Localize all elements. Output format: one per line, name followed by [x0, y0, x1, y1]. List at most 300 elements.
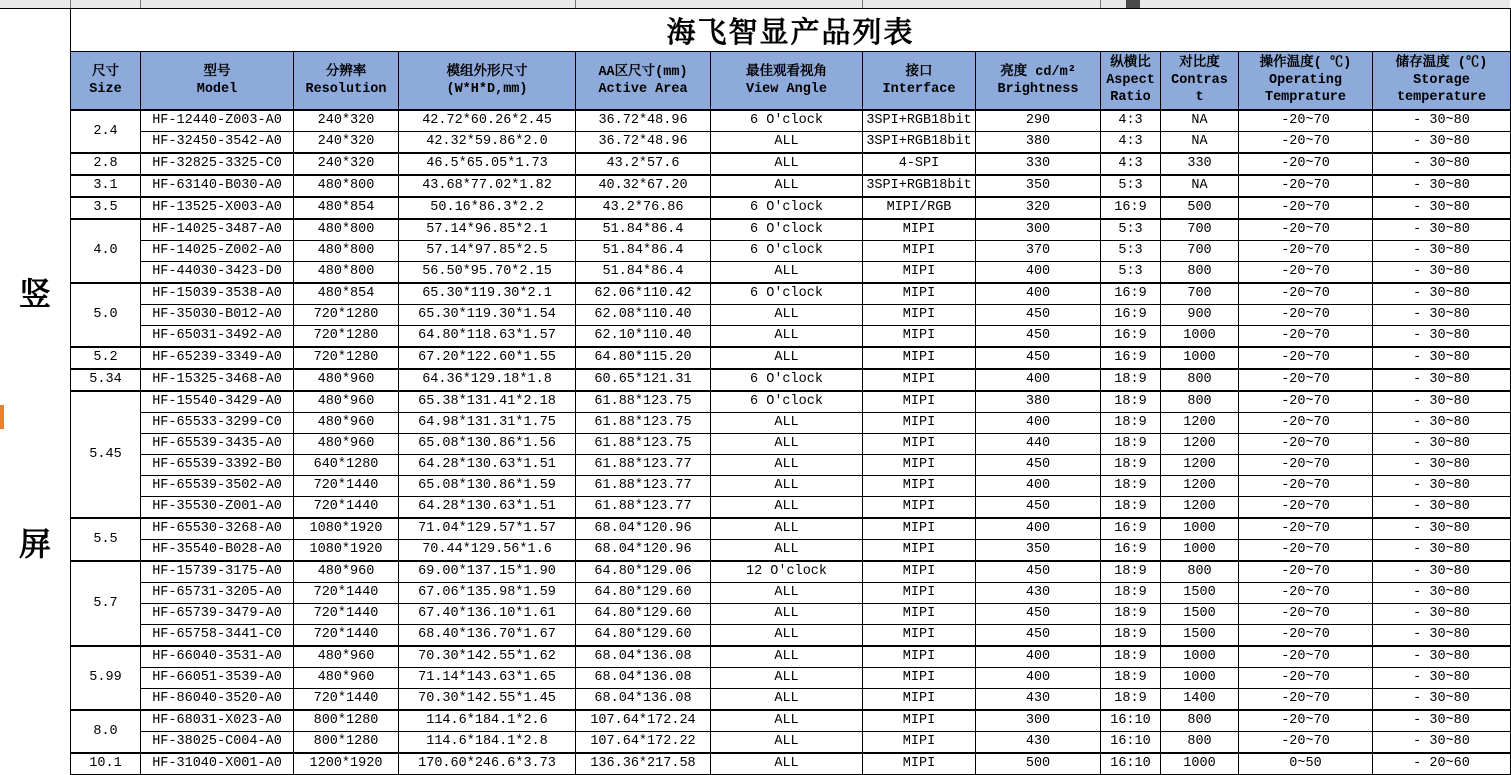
size-cell[interactable]: 5.5	[71, 518, 141, 561]
storage-cell[interactable]: - 30~80	[1373, 132, 1511, 154]
module-cell[interactable]: 65.30*119.30*1.54	[399, 305, 576, 326]
resolution-cell[interactable]: 480*800	[294, 262, 399, 284]
aa-cell[interactable]: 61.88*123.77	[576, 476, 711, 497]
resolution-cell[interactable]: 480*854	[294, 197, 399, 219]
resolution-cell[interactable]: 480*960	[294, 434, 399, 455]
resolution-cell[interactable]: 480*800	[294, 241, 399, 262]
storage-cell[interactable]: - 30~80	[1373, 347, 1511, 369]
op_temp-cell[interactable]: -20~70	[1239, 197, 1373, 219]
resolution-cell[interactable]: 480*960	[294, 646, 399, 668]
op_temp-cell[interactable]: -20~70	[1239, 604, 1373, 625]
brightness-cell[interactable]: 450	[976, 347, 1101, 369]
aa-cell[interactable]: 61.88*123.75	[576, 434, 711, 455]
module-cell[interactable]: 67.40*136.10*1.61	[399, 604, 576, 625]
interface-cell[interactable]: 3SPI+RGB18bit	[863, 132, 976, 154]
aa-cell[interactable]: 68.04*136.08	[576, 646, 711, 668]
resolution-cell[interactable]: 1080*1920	[294, 540, 399, 562]
aspect-cell[interactable]: 16:10	[1101, 710, 1161, 732]
storage-cell[interactable]: - 30~80	[1373, 625, 1511, 647]
storage-cell[interactable]: - 30~80	[1373, 476, 1511, 497]
op_temp-cell[interactable]: -20~70	[1239, 518, 1373, 540]
size-cell[interactable]: 3.1	[71, 175, 141, 197]
storage-cell[interactable]: - 30~80	[1373, 283, 1511, 305]
aa-cell[interactable]: 62.06*110.42	[576, 283, 711, 305]
size-cell[interactable]: 2.8	[71, 153, 141, 175]
storage-cell[interactable]: - 30~80	[1373, 241, 1511, 262]
contrast-cell[interactable]: 1000	[1161, 347, 1239, 369]
storage-cell[interactable]: - 30~80	[1373, 262, 1511, 284]
aspect-cell[interactable]: 5:3	[1101, 175, 1161, 197]
interface-cell[interactable]: MIPI	[863, 326, 976, 348]
interface-cell[interactable]: 4-SPI	[863, 153, 976, 175]
aspect-cell[interactable]: 18:9	[1101, 646, 1161, 668]
brightness-cell[interactable]: 430	[976, 732, 1101, 754]
size-cell[interactable]: 5.34	[71, 369, 141, 391]
aa-cell[interactable]: 107.64*172.24	[576, 710, 711, 732]
brightness-cell[interactable]: 350	[976, 540, 1101, 562]
module-cell[interactable]: 69.00*137.15*1.90	[399, 561, 576, 583]
model-cell[interactable]: HF-44030-3423-D0	[141, 262, 294, 284]
view-cell[interactable]: ALL	[711, 455, 863, 476]
model-cell[interactable]: HF-65239-3349-A0	[141, 347, 294, 369]
aspect-cell[interactable]: 16:9	[1101, 283, 1161, 305]
resolution-cell[interactable]: 720*1280	[294, 305, 399, 326]
interface-cell[interactable]: MIPI	[863, 241, 976, 262]
column-header-size[interactable]	[71, 52, 141, 111]
op_temp-cell[interactable]: -20~70	[1239, 219, 1373, 241]
model-cell[interactable]: HF-86040-3520-A0	[141, 689, 294, 711]
contrast-cell[interactable]: 700	[1161, 283, 1239, 305]
size-cell[interactable]: 8.0	[71, 710, 141, 753]
brightness-cell[interactable]: 400	[976, 283, 1101, 305]
resolution-cell[interactable]: 720*1440	[294, 583, 399, 604]
module-cell[interactable]: 70.30*142.55*1.62	[399, 646, 576, 668]
aspect-cell[interactable]: 18:9	[1101, 604, 1161, 625]
op_temp-cell[interactable]: -20~70	[1239, 305, 1373, 326]
interface-cell[interactable]: MIPI	[863, 434, 976, 455]
module-cell[interactable]: 57.14*96.85*2.1	[399, 219, 576, 241]
column-header-resolution[interactable]	[294, 52, 399, 111]
op_temp-cell[interactable]: -20~70	[1239, 434, 1373, 455]
brightness-cell[interactable]: 430	[976, 689, 1101, 711]
contrast-cell[interactable]: 1000	[1161, 326, 1239, 348]
resolution-cell[interactable]: 480*800	[294, 175, 399, 197]
storage-cell[interactable]: - 30~80	[1373, 732, 1511, 754]
aspect-cell[interactable]: 18:9	[1101, 583, 1161, 604]
storage-cell[interactable]: - 30~80	[1373, 646, 1511, 668]
aspect-cell[interactable]: 18:9	[1101, 625, 1161, 647]
storage-cell[interactable]: - 30~80	[1373, 689, 1511, 711]
size-cell[interactable]: 5.45	[71, 391, 141, 518]
aspect-cell[interactable]: 4:3	[1101, 132, 1161, 154]
resolution-cell[interactable]: 240*320	[294, 110, 399, 132]
op_temp-cell[interactable]: -20~70	[1239, 175, 1373, 197]
aa-cell[interactable]: 36.72*48.96	[576, 110, 711, 132]
column-header-view[interactable]	[711, 52, 863, 111]
view-cell[interactable]: ALL	[711, 604, 863, 625]
op_temp-cell[interactable]: -20~70	[1239, 347, 1373, 369]
model-cell[interactable]: HF-65031-3492-A0	[141, 326, 294, 348]
contrast-cell[interactable]: 1400	[1161, 689, 1239, 711]
module-cell[interactable]: 65.30*119.30*2.1	[399, 283, 576, 305]
view-cell[interactable]: ALL	[711, 583, 863, 604]
op_temp-cell[interactable]: -20~70	[1239, 540, 1373, 562]
op_temp-cell[interactable]: -20~70	[1239, 689, 1373, 711]
op_temp-cell[interactable]: -20~70	[1239, 732, 1373, 754]
brightness-cell[interactable]: 430	[976, 583, 1101, 604]
brightness-cell[interactable]: 400	[976, 476, 1101, 497]
model-cell[interactable]: HF-35540-B028-A0	[141, 540, 294, 562]
view-cell[interactable]: 6 O'clock	[711, 369, 863, 391]
resolution-cell[interactable]: 640*1280	[294, 455, 399, 476]
brightness-cell[interactable]: 400	[976, 668, 1101, 689]
contrast-cell[interactable]: 700	[1161, 219, 1239, 241]
storage-cell[interactable]: - 30~80	[1373, 561, 1511, 583]
module-cell[interactable]: 64.36*129.18*1.8	[399, 369, 576, 391]
module-cell[interactable]: 67.20*122.60*1.55	[399, 347, 576, 369]
module-cell[interactable]: 57.14*97.85*2.5	[399, 241, 576, 262]
storage-cell[interactable]: - 30~80	[1373, 413, 1511, 434]
aa-cell[interactable]: 51.84*86.4	[576, 241, 711, 262]
contrast-cell[interactable]: 1500	[1161, 625, 1239, 647]
op_temp-cell[interactable]: -20~70	[1239, 413, 1373, 434]
contrast-cell[interactable]: 1200	[1161, 476, 1239, 497]
aa-cell[interactable]: 43.2*76.86	[576, 197, 711, 219]
resolution-cell[interactable]: 720*1440	[294, 689, 399, 711]
interface-cell[interactable]: MIPI	[863, 497, 976, 519]
model-cell[interactable]: HF-32450-3542-A0	[141, 132, 294, 154]
page-title[interactable]: 海飞智显产品列表	[666, 17, 915, 49]
brightness-cell[interactable]: 450	[976, 455, 1101, 476]
aa-cell[interactable]: 136.36*217.58	[576, 753, 711, 775]
view-cell[interactable]: 6 O'clock	[711, 241, 863, 262]
view-cell[interactable]: ALL	[711, 646, 863, 668]
module-cell[interactable]: 70.44*129.56*1.6	[399, 540, 576, 562]
interface-cell[interactable]: MIPI	[863, 283, 976, 305]
aa-cell[interactable]: 107.64*172.22	[576, 732, 711, 754]
view-cell[interactable]: ALL	[711, 262, 863, 284]
model-cell[interactable]: HF-65739-3479-A0	[141, 604, 294, 625]
op_temp-cell[interactable]: -20~70	[1239, 710, 1373, 732]
module-cell[interactable]: 64.98*131.31*1.75	[399, 413, 576, 434]
contrast-cell[interactable]: 1000	[1161, 540, 1239, 562]
brightness-cell[interactable]: 300	[976, 219, 1101, 241]
model-cell[interactable]: HF-65533-3299-C0	[141, 413, 294, 434]
storage-cell[interactable]: - 30~80	[1373, 391, 1511, 413]
contrast-cell[interactable]: 1500	[1161, 583, 1239, 604]
view-cell[interactable]: ALL	[711, 175, 863, 197]
resolution-cell[interactable]: 800*1280	[294, 710, 399, 732]
op_temp-cell[interactable]: -20~70	[1239, 132, 1373, 154]
resolution-cell[interactable]: 480*960	[294, 668, 399, 689]
brightness-cell[interactable]: 370	[976, 241, 1101, 262]
interface-cell[interactable]: MIPI/RGB	[863, 197, 976, 219]
module-cell[interactable]: 114.6*184.1*2.6	[399, 710, 576, 732]
model-cell[interactable]: HF-13525-X003-A0	[141, 197, 294, 219]
interface-cell[interactable]: MIPI	[863, 347, 976, 369]
model-cell[interactable]: HF-15039-3538-A0	[141, 283, 294, 305]
aa-cell[interactable]: 64.80*115.20	[576, 347, 711, 369]
storage-cell[interactable]: - 20~60	[1373, 753, 1511, 775]
module-cell[interactable]: 43.68*77.02*1.82	[399, 175, 576, 197]
module-cell[interactable]: 68.40*136.70*1.67	[399, 625, 576, 647]
module-cell[interactable]: 64.80*118.63*1.57	[399, 326, 576, 348]
op_temp-cell[interactable]: -20~70	[1239, 369, 1373, 391]
contrast-cell[interactable]: 800	[1161, 561, 1239, 583]
storage-cell[interactable]: - 30~80	[1373, 153, 1511, 175]
brightness-cell[interactable]: 300	[976, 710, 1101, 732]
aa-cell[interactable]: 68.04*120.96	[576, 540, 711, 562]
brightness-cell[interactable]: 400	[976, 518, 1101, 540]
brightness-cell[interactable]: 450	[976, 561, 1101, 583]
model-cell[interactable]: HF-66040-3531-A0	[141, 646, 294, 668]
contrast-cell[interactable]: 800	[1161, 732, 1239, 754]
view-cell[interactable]: ALL	[711, 497, 863, 519]
aspect-cell[interactable]: 16:9	[1101, 518, 1161, 540]
view-cell[interactable]: ALL	[711, 132, 863, 154]
contrast-cell[interactable]: NA	[1161, 110, 1239, 132]
view-cell[interactable]: 6 O'clock	[711, 283, 863, 305]
model-cell[interactable]: HF-65758-3441-C0	[141, 625, 294, 647]
aspect-cell[interactable]: 16:9	[1101, 540, 1161, 562]
contrast-cell[interactable]: 1000	[1161, 753, 1239, 775]
model-cell[interactable]: HF-32825-3325-C0	[141, 153, 294, 175]
aa-cell[interactable]: 40.32*67.20	[576, 175, 711, 197]
aspect-cell[interactable]: 16:9	[1101, 197, 1161, 219]
brightness-cell[interactable]: 400	[976, 262, 1101, 284]
view-cell[interactable]: ALL	[711, 434, 863, 455]
op_temp-cell[interactable]: 0~50	[1239, 753, 1373, 775]
contrast-cell[interactable]: 800	[1161, 710, 1239, 732]
module-cell[interactable]: 64.28*130.63*1.51	[399, 497, 576, 519]
aspect-cell[interactable]: 18:9	[1101, 668, 1161, 689]
aspect-cell[interactable]: 18:9	[1101, 561, 1161, 583]
aspect-cell[interactable]: 16:10	[1101, 753, 1161, 775]
aspect-cell[interactable]: 18:9	[1101, 369, 1161, 391]
op_temp-cell[interactable]: -20~70	[1239, 497, 1373, 519]
module-cell[interactable]: 64.28*130.63*1.51	[399, 455, 576, 476]
module-cell[interactable]: 42.32*59.86*2.0	[399, 132, 576, 154]
brightness-cell[interactable]: 400	[976, 413, 1101, 434]
resolution-cell[interactable]: 800*1280	[294, 732, 399, 754]
aspect-cell[interactable]: 18:9	[1101, 434, 1161, 455]
interface-cell[interactable]: MIPI	[863, 540, 976, 562]
size-cell[interactable]: 3.5	[71, 197, 141, 219]
view-cell[interactable]: ALL	[711, 540, 863, 562]
interface-cell[interactable]: MIPI	[863, 710, 976, 732]
size-cell[interactable]: 5.7	[71, 561, 141, 646]
aa-cell[interactable]: 64.80*129.60	[576, 604, 711, 625]
aspect-cell[interactable]: 16:9	[1101, 305, 1161, 326]
view-cell[interactable]: 6 O'clock	[711, 391, 863, 413]
storage-cell[interactable]: - 30~80	[1373, 434, 1511, 455]
contrast-cell[interactable]: 800	[1161, 391, 1239, 413]
storage-cell[interactable]: - 30~80	[1373, 604, 1511, 625]
column-header-aspect[interactable]	[1101, 52, 1161, 111]
model-cell[interactable]: HF-15325-3468-A0	[141, 369, 294, 391]
aspect-cell[interactable]: 5:3	[1101, 219, 1161, 241]
view-cell[interactable]: ALL	[711, 326, 863, 348]
view-cell[interactable]: 12 O'clock	[711, 561, 863, 583]
op_temp-cell[interactable]: -20~70	[1239, 241, 1373, 262]
brightness-cell[interactable]: 380	[976, 391, 1101, 413]
model-cell[interactable]: HF-65539-3435-A0	[141, 434, 294, 455]
model-cell[interactable]: HF-65539-3502-A0	[141, 476, 294, 497]
resolution-cell[interactable]: 480*960	[294, 391, 399, 413]
view-cell[interactable]: ALL	[711, 625, 863, 647]
interface-cell[interactable]: MIPI	[863, 413, 976, 434]
interface-cell[interactable]: MIPI	[863, 391, 976, 413]
aspect-cell[interactable]: 18:9	[1101, 497, 1161, 519]
aa-cell[interactable]: 36.72*48.96	[576, 132, 711, 154]
contrast-cell[interactable]: 700	[1161, 241, 1239, 262]
aa-cell[interactable]: 51.84*86.4	[576, 262, 711, 284]
interface-cell[interactable]: MIPI	[863, 561, 976, 583]
aspect-cell[interactable]: 18:9	[1101, 689, 1161, 711]
interface-cell[interactable]: MIPI	[863, 455, 976, 476]
interface-cell[interactable]: 3SPI+RGB18bit	[863, 175, 976, 197]
module-cell[interactable]: 67.06*135.98*1.59	[399, 583, 576, 604]
aspect-cell[interactable]: 5:3	[1101, 241, 1161, 262]
model-cell[interactable]: HF-65731-3205-A0	[141, 583, 294, 604]
brightness-cell[interactable]: 500	[976, 753, 1101, 775]
size-cell[interactable]: 2.4	[71, 110, 141, 153]
contrast-cell[interactable]: 1200	[1161, 455, 1239, 476]
resolution-cell[interactable]: 240*320	[294, 132, 399, 154]
resolution-cell[interactable]: 240*320	[294, 153, 399, 175]
interface-cell[interactable]: MIPI	[863, 305, 976, 326]
aspect-cell[interactable]: 16:9	[1101, 347, 1161, 369]
size-cell[interactable]: 4.0	[71, 219, 141, 283]
storage-cell[interactable]: - 30~80	[1373, 497, 1511, 519]
aa-cell[interactable]: 64.80*129.06	[576, 561, 711, 583]
storage-cell[interactable]: - 30~80	[1373, 219, 1511, 241]
aspect-cell[interactable]: 5:3	[1101, 262, 1161, 284]
view-cell[interactable]: ALL	[711, 153, 863, 175]
contrast-cell[interactable]: 800	[1161, 369, 1239, 391]
storage-cell[interactable]: - 30~80	[1373, 369, 1511, 391]
aspect-cell[interactable]: 18:9	[1101, 455, 1161, 476]
contrast-cell[interactable]: 1500	[1161, 604, 1239, 625]
resolution-cell[interactable]: 720*1280	[294, 326, 399, 348]
resolution-cell[interactable]: 720*1440	[294, 625, 399, 647]
module-cell[interactable]: 170.60*246.6*3.73	[399, 753, 576, 775]
aspect-cell[interactable]: 16:9	[1101, 326, 1161, 348]
resolution-cell[interactable]: 720*1440	[294, 497, 399, 519]
interface-cell[interactable]: MIPI	[863, 604, 976, 625]
storage-cell[interactable]: - 30~80	[1373, 518, 1511, 540]
op_temp-cell[interactable]: -20~70	[1239, 646, 1373, 668]
brightness-cell[interactable]: 320	[976, 197, 1101, 219]
brightness-cell[interactable]: 450	[976, 604, 1101, 625]
aspect-cell[interactable]: 16:10	[1101, 732, 1161, 754]
size-cell[interactable]: 5.99	[71, 646, 141, 710]
aspect-cell[interactable]: 18:9	[1101, 476, 1161, 497]
interface-cell[interactable]: 3SPI+RGB18bit	[863, 110, 976, 132]
interface-cell[interactable]: MIPI	[863, 732, 976, 754]
resolution-cell[interactable]: 720*1440	[294, 604, 399, 625]
module-cell[interactable]: 56.50*95.70*2.15	[399, 262, 576, 284]
aa-cell[interactable]: 62.08*110.40	[576, 305, 711, 326]
interface-cell[interactable]: MIPI	[863, 583, 976, 604]
model-cell[interactable]: HF-38025-C004-A0	[141, 732, 294, 754]
aa-cell[interactable]: 61.88*123.77	[576, 455, 711, 476]
contrast-cell[interactable]: 1000	[1161, 646, 1239, 668]
module-cell[interactable]: 114.6*184.1*2.8	[399, 732, 576, 754]
aspect-cell[interactable]: 18:9	[1101, 413, 1161, 434]
column-header-op_temp[interactable]	[1239, 52, 1373, 111]
resolution-cell[interactable]: 480*800	[294, 219, 399, 241]
aspect-cell[interactable]: 18:9	[1101, 391, 1161, 413]
aa-cell[interactable]: 68.04*136.08	[576, 689, 711, 711]
column-header-interface[interactable]	[863, 52, 976, 111]
contrast-cell[interactable]: NA	[1161, 175, 1239, 197]
model-cell[interactable]: HF-14025-Z002-A0	[141, 241, 294, 262]
op_temp-cell[interactable]: -20~70	[1239, 153, 1373, 175]
interface-cell[interactable]: MIPI	[863, 689, 976, 711]
model-cell[interactable]: HF-14025-3487-A0	[141, 219, 294, 241]
aa-cell[interactable]: 61.88*123.77	[576, 497, 711, 519]
view-cell[interactable]: 6 O'clock	[711, 197, 863, 219]
aa-cell[interactable]: 68.04*136.08	[576, 668, 711, 689]
model-cell[interactable]: HF-68031-X023-A0	[141, 710, 294, 732]
contrast-cell[interactable]: 1000	[1161, 668, 1239, 689]
model-cell[interactable]: HF-65539-3392-B0	[141, 455, 294, 476]
brightness-cell[interactable]: 450	[976, 497, 1101, 519]
op_temp-cell[interactable]: -20~70	[1239, 283, 1373, 305]
aspect-cell[interactable]: 4:3	[1101, 110, 1161, 132]
interface-cell[interactable]: MIPI	[863, 753, 976, 775]
column-header-module[interactable]	[399, 52, 576, 111]
size-cell[interactable]: 5.2	[71, 347, 141, 369]
brightness-cell[interactable]: 330	[976, 153, 1101, 175]
view-cell[interactable]: 6 O'clock	[711, 219, 863, 241]
module-cell[interactable]: 65.08*130.86*1.56	[399, 434, 576, 455]
column-header-brightness[interactable]	[976, 52, 1101, 111]
storage-cell[interactable]: - 30~80	[1373, 326, 1511, 348]
module-cell[interactable]: 70.30*142.55*1.45	[399, 689, 576, 711]
size-cell[interactable]: 10.1	[71, 753, 141, 775]
op_temp-cell[interactable]: -20~70	[1239, 625, 1373, 647]
interface-cell[interactable]: MIPI	[863, 646, 976, 668]
contrast-cell[interactable]: 800	[1161, 262, 1239, 284]
brightness-cell[interactable]: 450	[976, 326, 1101, 348]
contrast-cell[interactable]: 1200	[1161, 413, 1239, 434]
contrast-cell[interactable]: 1200	[1161, 497, 1239, 519]
storage-cell[interactable]: - 30~80	[1373, 110, 1511, 132]
model-cell[interactable]: HF-12440-Z003-A0	[141, 110, 294, 132]
model-cell[interactable]: HF-35030-B012-A0	[141, 305, 294, 326]
contrast-cell[interactable]: 500	[1161, 197, 1239, 219]
aa-cell[interactable]: 61.88*123.75	[576, 413, 711, 434]
resolution-cell[interactable]: 1200*1920	[294, 753, 399, 775]
size-cell[interactable]: 5.0	[71, 283, 141, 347]
view-cell[interactable]: ALL	[711, 753, 863, 775]
resolution-cell[interactable]: 1080*1920	[294, 518, 399, 540]
view-cell[interactable]: ALL	[711, 347, 863, 369]
contrast-cell[interactable]: 900	[1161, 305, 1239, 326]
op_temp-cell[interactable]: -20~70	[1239, 326, 1373, 348]
storage-cell[interactable]: - 30~80	[1373, 305, 1511, 326]
view-cell[interactable]: ALL	[711, 710, 863, 732]
view-cell[interactable]: 6 O'clock	[711, 110, 863, 132]
model-cell[interactable]: HF-65530-3268-A0	[141, 518, 294, 540]
op_temp-cell[interactable]: -20~70	[1239, 583, 1373, 604]
view-cell[interactable]: ALL	[711, 305, 863, 326]
view-cell[interactable]: ALL	[711, 732, 863, 754]
interface-cell[interactable]: MIPI	[863, 668, 976, 689]
view-cell[interactable]: ALL	[711, 668, 863, 689]
